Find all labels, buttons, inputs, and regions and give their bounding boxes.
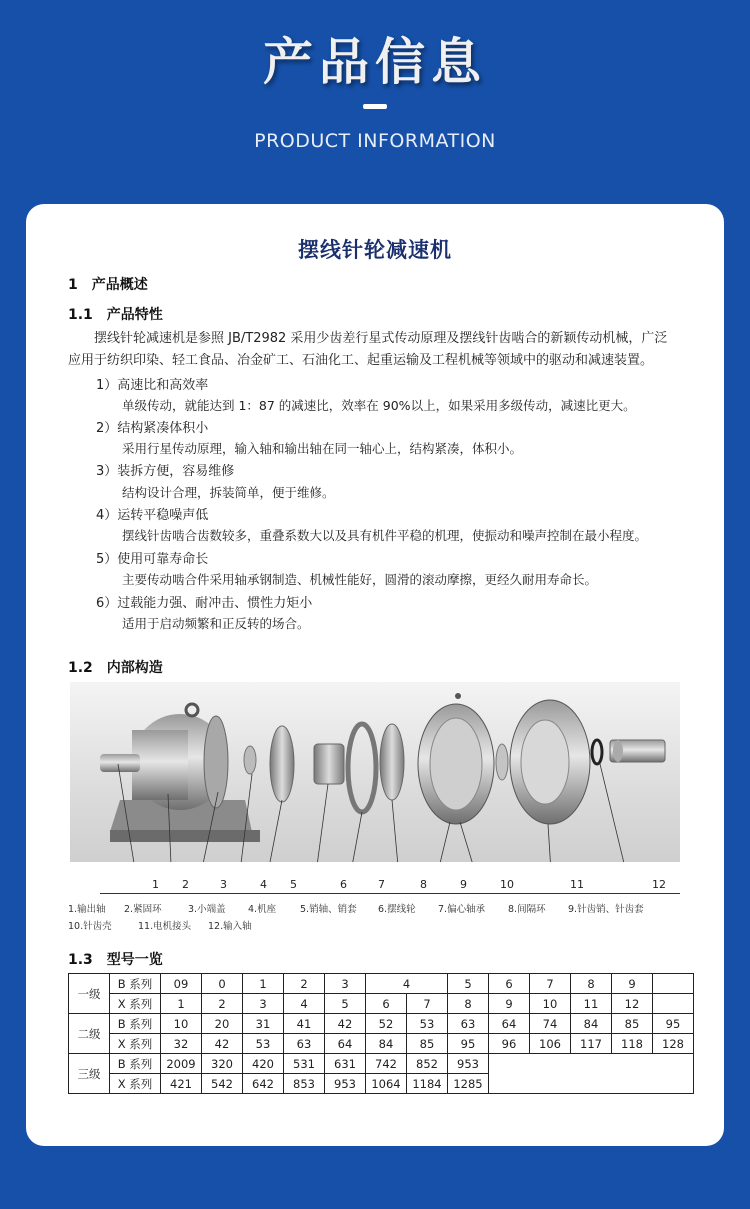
table-cell: 2: [202, 994, 243, 1014]
table-cell: 1064: [366, 1074, 407, 1094]
table-cell: 631: [325, 1054, 366, 1074]
series-cell: B 系列: [110, 974, 161, 994]
table-cell: 64: [325, 1034, 366, 1054]
section-heading-1-1: 1.1 产品特性: [68, 307, 163, 323]
part-number: 7: [378, 878, 385, 891]
table-cell: 32: [161, 1034, 202, 1054]
feature-6-heading: 6）过载能力强、耐冲击、惯性力矩小: [96, 596, 313, 611]
table-cell: 64: [489, 1014, 530, 1034]
table-cell: 52: [366, 1014, 407, 1034]
parts-legend-row-1: [68, 901, 708, 915]
table-cell: 6: [489, 974, 530, 994]
table-cell: 6: [366, 994, 407, 1014]
table-cell: 63: [284, 1034, 325, 1054]
table-cell: 11: [571, 994, 612, 1014]
part-number: 2: [182, 878, 189, 891]
section-heading-1-2: 1.2 内部构造: [68, 660, 163, 676]
table-cell: 421: [161, 1074, 202, 1094]
table-cell: 85: [407, 1034, 448, 1054]
level-cell: 一级: [69, 974, 110, 1014]
table-cell: 41: [284, 1014, 325, 1034]
table-cell: 84: [571, 1014, 612, 1034]
table-cell: 74: [530, 1014, 571, 1034]
table-cell: 2: [284, 974, 325, 994]
table-cell: 53: [243, 1034, 284, 1054]
legend-item: 2.紧固环: [124, 904, 162, 915]
table-cell: 420: [243, 1054, 284, 1074]
series-cell: X 系列: [110, 1074, 161, 1094]
feature-1-heading: 1）高速比和高效率: [96, 378, 209, 393]
page-header: [0, 0, 750, 200]
table-cell: 5: [448, 974, 489, 994]
table-cell: 84: [366, 1034, 407, 1054]
part-number-row: [70, 878, 680, 894]
table-cell: 8: [571, 974, 612, 994]
feature-3-heading: 3）装拆方便，容易维修: [96, 464, 235, 479]
table-cell: 63: [448, 1014, 489, 1034]
series-cell: B 系列: [110, 1054, 161, 1074]
feature-4-body: 摆线针齿啮合齿数较多，重叠系数大以及具有机件平稳的机理，使振动和噪声控制在最小程度。: [122, 528, 648, 543]
table-cell: 320: [202, 1054, 243, 1074]
legend-item: 12.输入轴: [208, 921, 252, 932]
intro-line-1: 摆线针轮减速机是参照 JB/T2982 采用少齿差行星式传动原理及摆线针齿啮合的新颖传动机械，广泛: [94, 331, 668, 346]
legend-item: 6.摆线轮: [378, 904, 416, 915]
series-cell: B 系列: [110, 1014, 161, 1034]
feature-1-body: 单级传动，就能达到 1：87 的减速比，效率在 90%以上，如果采用多级传动，减速比更大。: [122, 398, 636, 413]
part-number: 4: [260, 878, 267, 891]
legend-item: 1.输出轴: [68, 904, 106, 915]
table-row: [69, 1014, 694, 1034]
part-number: 10: [500, 878, 514, 891]
table-cell: 742: [366, 1054, 407, 1074]
table-cell: 09: [161, 974, 202, 994]
table-cell: 53: [407, 1014, 448, 1034]
model-table: [68, 973, 694, 1094]
part-number: 1: [152, 878, 159, 891]
table-cell: [653, 994, 694, 1014]
legend-item: 4.机座: [248, 904, 277, 915]
table-cell: 3: [243, 994, 284, 1014]
table-cell: 0: [202, 974, 243, 994]
table-cell: 1285: [448, 1074, 489, 1094]
table-row: [69, 994, 694, 1014]
series-cell: X 系列: [110, 1034, 161, 1054]
table-cell: 10: [530, 994, 571, 1014]
legend-item: 3.小端盖: [188, 904, 226, 915]
feature-5-body: 主要传动啮合件采用轴承钢制造、机械性能好，圆滑的滚动摩擦，更经久耐用寿命长。: [122, 572, 598, 587]
intro-line-2: 应用于纺织印染、轻工食品、冶金矿工、石油化工、起重运输及工程机械等领域中的驱动和减速装置。: [68, 353, 654, 368]
table-cell: 953: [448, 1054, 489, 1074]
feature-6-body: 适用于启动频繁和正反转的场合。: [122, 616, 310, 631]
table-cell: 2009: [161, 1054, 202, 1074]
feature-5-heading: 5）使用可靠寿命长: [96, 552, 209, 567]
feature-2-body: 采用行星传动原理，输入轴和输出轴在同一轴心上，结构紧凑，体积小。: [122, 441, 523, 456]
section-heading-1: 1 产品概述: [68, 277, 148, 293]
table-cell: 9: [489, 994, 530, 1014]
series-cell: X 系列: [110, 994, 161, 1014]
feature-2-heading: 2）结构紧凑体积小: [96, 421, 209, 436]
legend-item: 7.偏心轴承: [438, 904, 486, 915]
feature-4-heading: 4）运转平稳噪声低: [96, 508, 209, 523]
legend-item: 11.电机接头: [138, 921, 192, 932]
table-cell: 95: [653, 1014, 694, 1034]
doc-title: 摆线针轮减速机: [298, 238, 452, 262]
intro-paragraph: [68, 328, 690, 372]
table-cell: 1: [161, 994, 202, 1014]
table-cell: 953: [325, 1074, 366, 1094]
table-cell: 118: [612, 1034, 653, 1054]
table-cell: [653, 974, 694, 994]
table-cell: 20: [202, 1014, 243, 1034]
table-cell: 531: [284, 1054, 325, 1074]
table-cell: 642: [243, 1074, 284, 1094]
table-cell: 4: [284, 994, 325, 1014]
table-cell: 31: [243, 1014, 284, 1034]
table-row: [69, 974, 694, 994]
parts-legend-row-2: [68, 918, 708, 932]
part-number: 11: [570, 878, 584, 891]
part-number: 8: [420, 878, 427, 891]
table-cell: 5: [325, 994, 366, 1014]
table-cell: 95: [448, 1034, 489, 1054]
table-cell: 12: [612, 994, 653, 1014]
table-row: [69, 1054, 694, 1074]
level-cell: 三级: [69, 1054, 110, 1094]
part-number: 3: [220, 878, 227, 891]
table-cell: 7: [407, 994, 448, 1014]
table-cell: 117: [571, 1034, 612, 1054]
table-cell: 96: [489, 1034, 530, 1054]
header-subtitle: PRODUCT INFORMATION: [254, 130, 496, 152]
table-cell: 10: [161, 1014, 202, 1034]
part-number-baseline: [100, 893, 680, 894]
content-card: [26, 204, 724, 1146]
table-cell: [489, 1054, 694, 1094]
header-title: 产品信息: [263, 33, 487, 91]
header-divider: [363, 104, 387, 109]
table-cell: 85: [612, 1014, 653, 1034]
table-cell: 3: [325, 974, 366, 994]
table-cell: 106: [530, 1034, 571, 1054]
level-cell: 二级: [69, 1014, 110, 1054]
legend-item: 5.销轴、销套: [300, 904, 357, 915]
legend-item: 9.针齿销、针齿套: [568, 904, 644, 915]
table-cell: 852: [407, 1054, 448, 1074]
table-cell: 542: [202, 1074, 243, 1094]
exploded-view-illustration: [70, 682, 680, 862]
part-number: 12: [652, 878, 666, 891]
table-cell: 4: [366, 974, 448, 994]
table-cell: 1184: [407, 1074, 448, 1094]
part-number: 9: [460, 878, 467, 891]
legend-item: 8.间隔环: [508, 904, 546, 915]
part-number: 6: [340, 878, 347, 891]
part-number: 5: [290, 878, 297, 891]
table-cell: 128: [653, 1034, 694, 1054]
table-cell: 1: [243, 974, 284, 994]
legend-item: 10.针齿壳: [68, 921, 112, 932]
section-heading-1-3: 1.3 型号一览: [68, 952, 163, 968]
table-cell: 42: [325, 1014, 366, 1034]
feature-3-body: 结构设计合理，拆装简单，便于维修。: [122, 485, 335, 500]
exploded-view-diagram: [70, 682, 680, 862]
table-cell: 8: [448, 994, 489, 1014]
table-cell: 9: [612, 974, 653, 994]
table-row: [69, 1034, 694, 1054]
table-cell: 7: [530, 974, 571, 994]
table-cell: 853: [284, 1074, 325, 1094]
table-cell: 42: [202, 1034, 243, 1054]
